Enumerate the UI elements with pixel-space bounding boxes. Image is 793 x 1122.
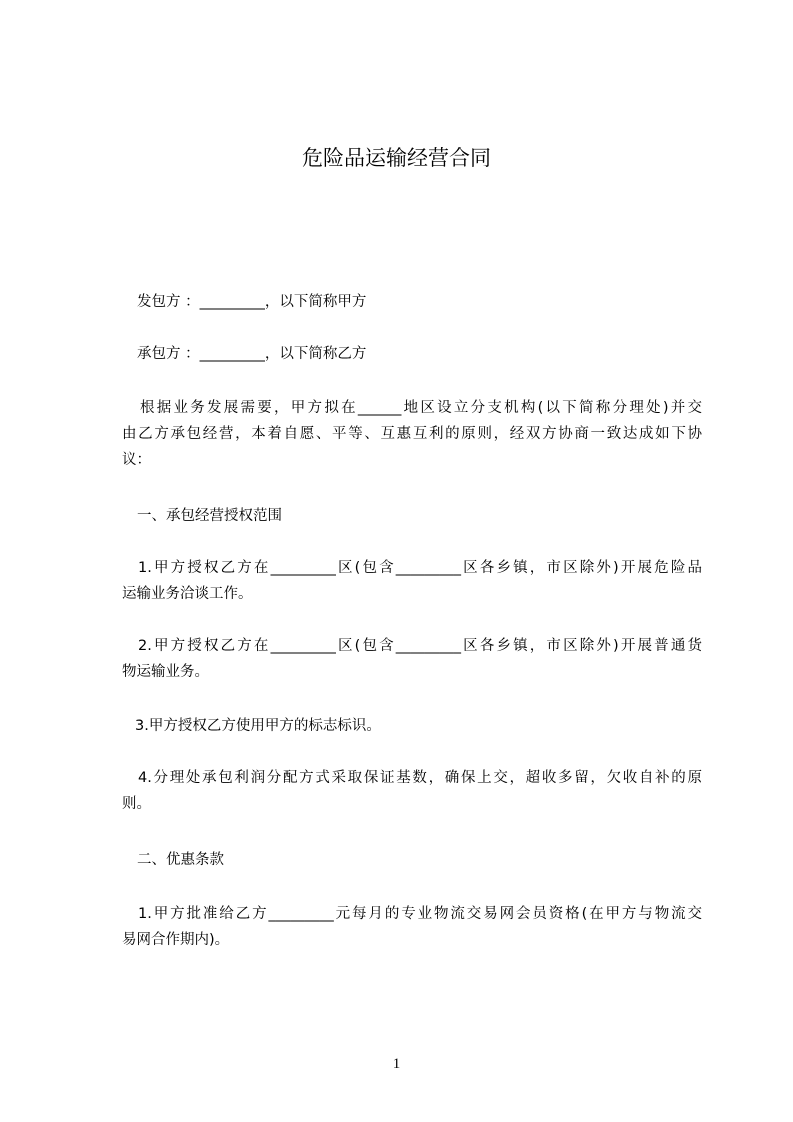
clause-1-1-line-1: 1.甲方授权乙方在_________区(包含_________区各乡镇，市区除外)开展危险品 (138, 560, 702, 576)
section-1-heading: 一、承包经营授权范围 (137, 508, 282, 524)
clause-2-1-line-1: 1.甲方批准给乙方_________元每月的专业物流交易网会员资格(在甲方与物流交 (138, 906, 702, 922)
party-a-line: 发包方 ：_________，以下简称甲方 (137, 294, 367, 310)
party-b-line: 承包方 ：_________，以下简称乙方 (137, 346, 367, 362)
clause-1-4-line-1: 4.分理处承包利润分配方式采取保证基数，确保上交，超收多留，欠收自补的原 (138, 770, 702, 786)
preamble-line-3: 议： (122, 452, 151, 468)
document-title: 危险品运输经营合同 (302, 146, 491, 170)
clause-1-4-line-2: 则。 (122, 796, 151, 812)
clause-1-1-line-2: 运输业务洽谈工作。 (122, 586, 253, 602)
section-2-heading: 二、优惠条款 (137, 852, 224, 868)
preamble-line-1: 根据业务发展需要，甲方拟在______地区设立分支机构(以下简称分理处)并交 (140, 400, 702, 416)
clause-2-1-line-2: 易网合作期内)。 (122, 932, 230, 948)
clause-1-2-line-2: 物运输业务。 (122, 664, 209, 680)
page-number: 1 (392, 1056, 401, 1072)
clause-1-3: 3.甲方授权乙方使用甲方的标志标识。 (135, 718, 381, 734)
preamble-line-2: 由乙方承包经营，本着自愿、平等、互惠互利的原则，经双方协商一致达成如下协 (122, 426, 702, 442)
clause-1-2-line-1: 2.甲方授权乙方在_________区(包含_________区各乡镇，市区除外)开展普通货 (138, 638, 702, 654)
